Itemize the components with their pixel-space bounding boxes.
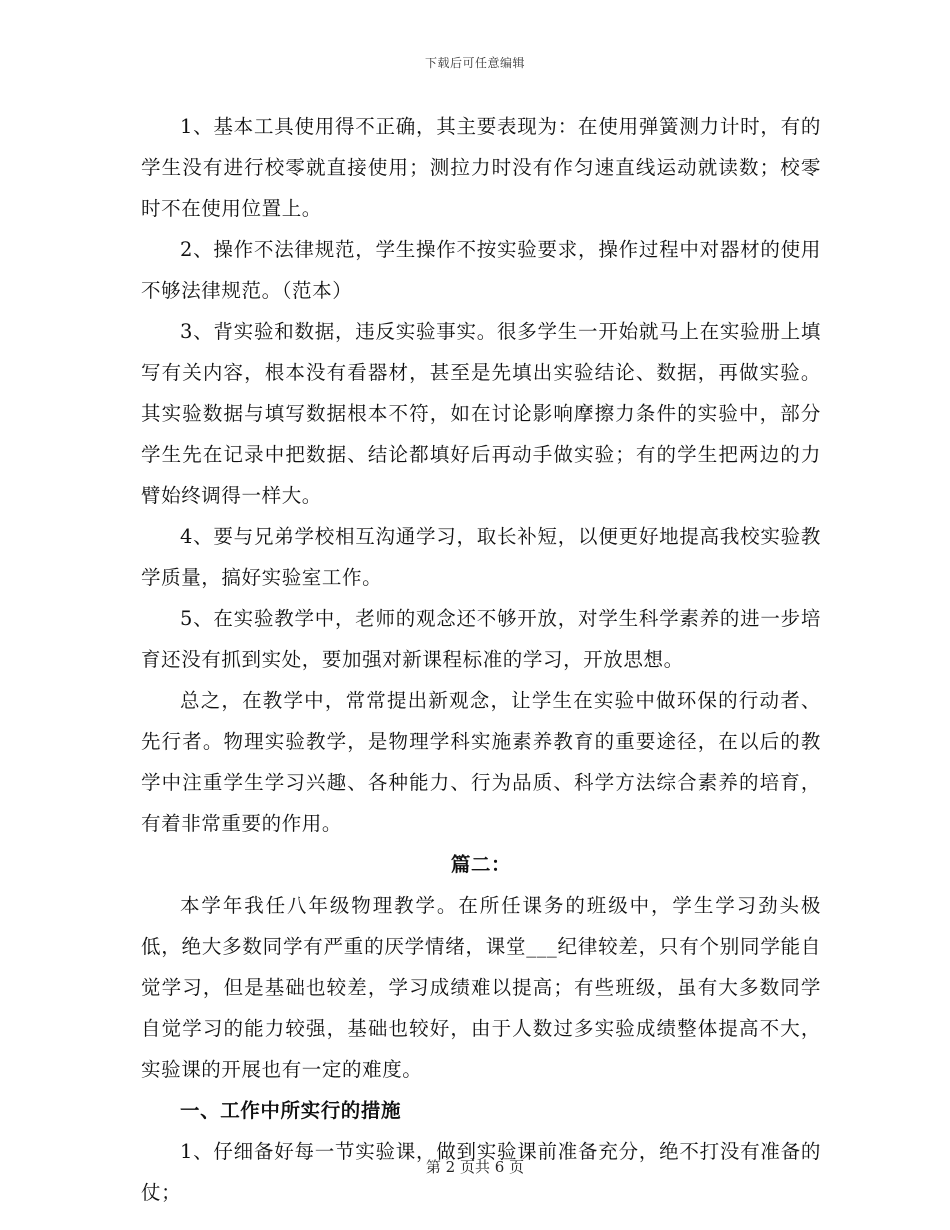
paragraph-intro: 本学年我任八年级物理教学。在所任课务的班级中，学生学习劲头极低，绝大多数同学有严重的厌学情绪，课堂___纪律较差，只有个别同学能自觉学习，但是基础也较差，学习成绩难以提高；有些班级，虽有大多数同学自觉学习的能力较强，基础也较好，由于人数过多实验成绩整体提高不大，实验课的开展也有一定的难度。 — [141, 894, 821, 1081]
paragraph-3: 3、背实验和数据，违反实验事实。很多学生一开始就马上在实验册上填写有关内容，根本没有看器材，甚至是先填出实验结论、数据，再做实验。其实验数据与填写数据根本不符，如在讨论影响摩擦力条件的实验中，部分学生先在记录中把数据、结论都填好后再动手做实验；有的学生把两边的力臂始终调得一样大。 — [141, 320, 821, 507]
paragraph-measure-1: 1、仔细备好每一节实验课，做到实验课前准备充分，绝不打没有准备的仗； — [141, 1140, 821, 1204]
paragraph-5: 5、在实验教学中，老师的观念还不够开放，对学生科学素养的进一步培育还没有抓到实处，要加强对新课程标准的学习，开放思想。 — [141, 607, 821, 671]
paragraph-4: 4、要与兄弟学校相互沟通学习，取长补短，以便更好地提高我校实验教学质量，搞好实验室工作。 — [141, 525, 821, 589]
page-header: 下载后可任意编辑 — [424, 56, 525, 70]
paragraph-2: 2、操作不法律规范，学生操作不按实验要求，操作过程中对器材的使用不够法律规范。（范本） — [141, 238, 821, 302]
document-body — [141, 106, 821, 1213]
paragraph-summary: 总之，在教学中，常常提出新观念，让学生在实验中做环保的行动者、先行者。物理实验教学，是物理学科实施素养教育的重要途径，在以后的教学中注重学生学习兴趣、各种能力、行为品质、科学方法综合素养的培育，有着非常重要的作用。 — [141, 689, 821, 835]
section-title: 篇二： — [450, 853, 512, 876]
section-heading: 一、工作中所实行的措施 — [180, 1099, 402, 1122]
paragraph-1: 1、基本工具使用得不正确，其主要表现为：在使用弹簧测力计时，有的学生没有进行校零就直接使用；测拉力时没有作匀速直线运动就读数；校零时不在使用位置上。 — [141, 115, 821, 220]
page-footer: 第 2 页共 6 页 — [425, 1158, 525, 1176]
